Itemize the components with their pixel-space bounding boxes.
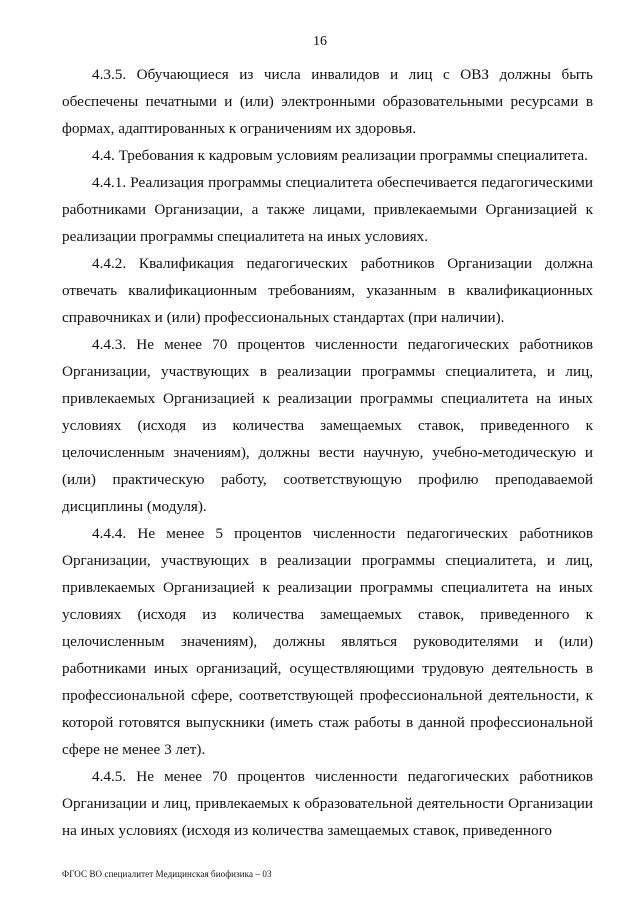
document-body xyxy=(62,61,593,844)
paragraph-4-4-2: 4.4.2. Квалификация педагогических работников Организации должна отвечать квалификационным требованиям, указанным в квалификационных справочниках и (или) профессиональных стандартах (при наличии). xyxy=(62,255,593,326)
paragraph-4-4-5: 4.4.5. Не менее 70 процентов численности педагогических работников Организации и лиц, привлекаемых к образовательной деятельности Организации на иных условиях (исходя из количества замещаемых ставок, приведенного xyxy=(62,768,593,839)
paragraph-4-4-1: 4.4.1. Реализация программы специалитета обеспечивается педагогическими работниками Организации, а также лицами, привлекаемыми Организацией к реализации программы специалитета на иных условиях. xyxy=(62,174,593,245)
document-footer: ФГОС ВО специалитет Медицинская биофизика – 03 xyxy=(62,869,272,879)
page-number: 16 xyxy=(313,34,327,49)
paragraph-4-3-5: 4.3.5. Обучающиеся из числа инвалидов и лиц с ОВЗ должны быть обеспечены печатными и (или) электронными образовательными ресурсами в формах, адаптированных к ограничениям их здоровья. xyxy=(62,66,593,137)
paragraph-4-4-3: 4.4.3. Не менее 70 процентов численности педагогических работников Организации, участвующих в реализации программы специалитета, и лиц, привлекаемых Организацией к реализации программы специалитета на иных условиях (исходя из количества замещаемых ставок, приведенного к целочисленным значениям), должны вести научную, учебно-методическую и (или) практическую работу, соответствующую профилю преподаваемой дисциплины (модуля). xyxy=(62,336,593,515)
paragraph-4-4-4: 4.4.4. Не менее 5 процентов численности педагогических работников Организации, участвующих в реализации программы специалитета, и лиц, привлекаемых Организацией к реализации программы специалитета на иных условиях (исходя из количества замещаемых ставок, приведенного к целочисленным значениям), должны являться руководителями и (или) работниками иных организаций, осуществляющими трудовую деятельность в профессиональной сфере, соответствующей профессиональной деятельности, к которой готовятся выпускники (иметь стаж работы в данной профессиональной сфере не менее 3 лет). xyxy=(62,525,593,758)
paragraph-4-4: 4.4. Требования к кадровым условиям реализации программы специалитета. xyxy=(92,147,588,164)
